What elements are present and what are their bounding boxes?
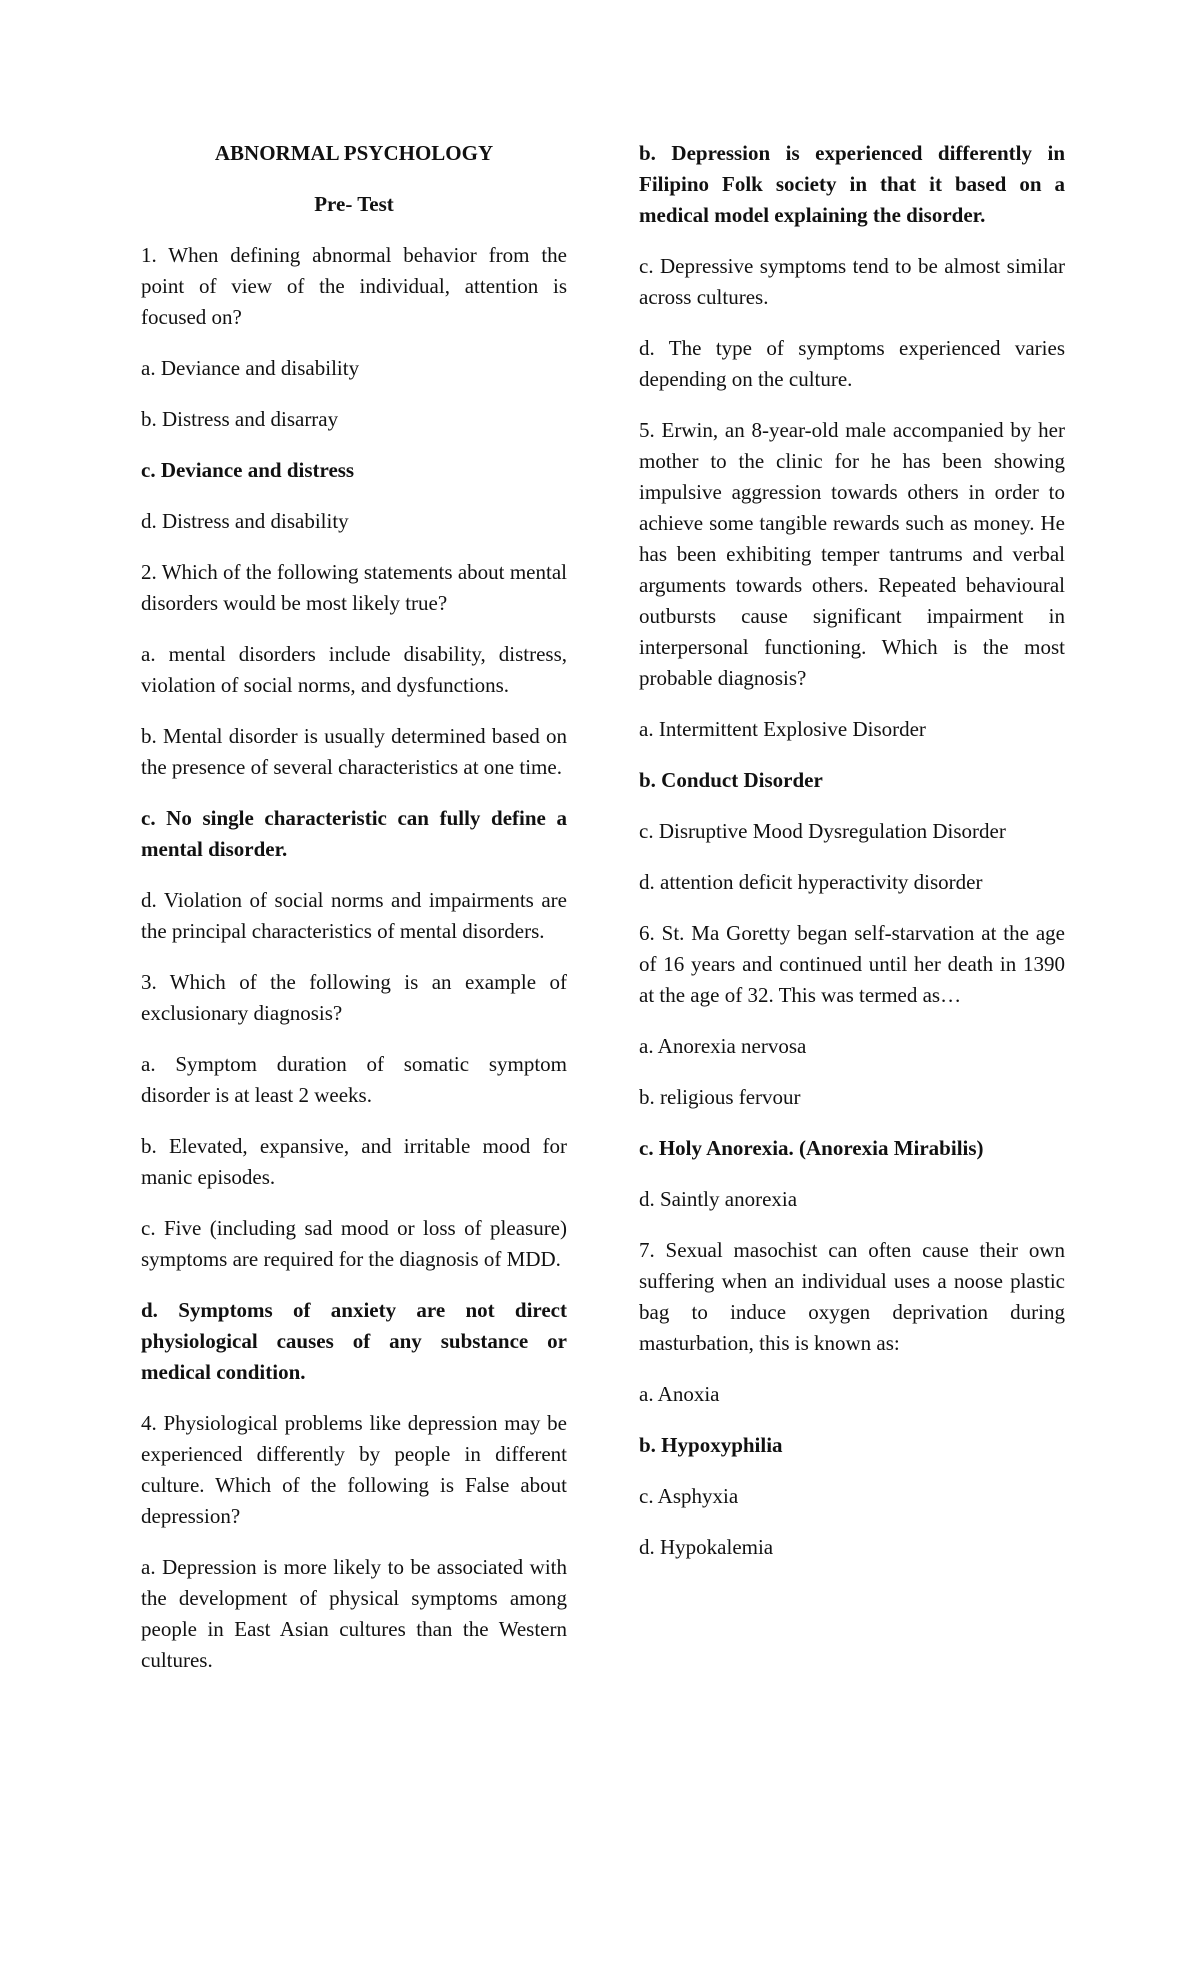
option-3a: a. Symptom duration of somatic symptom disorder is at least 2 weeks. [141,1052,567,1107]
question-4: 4. Physiological problems like depression may be experienced differently by people in different culture. Which of the following is False about depression? [141,1411,567,1528]
option-7b-correct: b. Hypoxyphilia [639,1433,783,1457]
option-1c-correct: c. Deviance and distress [141,458,355,482]
option-1a: a. Deviance and disability [141,356,360,380]
option-3b: b. Elevated, expansive, and irritable mood for manic episodes. [141,1134,567,1189]
question-6: 6. St. Ma Goretty began self-starvation at the age of 16 years and continued until her death in 1390 at the age of 32. This was termed as… [639,921,1065,1007]
question-7: 7. Sexual masochist can often cause their own suffering when an individual uses a noose plastic bag to induce oxygen deprivation during masturbation, this is known as: [639,1238,1065,1355]
option-1b: b. Distress and disarray [141,407,339,431]
option-1d: d. Distress and disability [141,509,349,533]
option-6d: d. Saintly anorexia [639,1187,798,1211]
option-3d-correct: d. Symptoms of anxiety are not direct physiological causes of any substance or medical condition. [141,1298,567,1384]
right-column [639,138,1065,1583]
option-3c: c. Five (including sad mood or loss of pleasure) symptoms are required for the diagnosis of MDD. [141,1216,567,1271]
option-5d: d. attention deficit hyperactivity disorder [639,870,983,894]
document-subtitle: Pre- Test [314,192,394,216]
option-7d: d. Hypokalemia [639,1535,774,1559]
option-4d: d. The type of symptoms experienced varies depending on the culture. [639,336,1065,391]
option-4c: c. Depressive symptoms tend to be almost similar across cultures. [639,254,1065,309]
option-2b: b. Mental disorder is usually determined based on the presence of several characteristics at one time. [141,724,567,779]
question-1: 1. When defining abnormal behavior from the point of view of the individual, attention is focused on? [141,243,567,329]
document-title: ABNORMAL PSYCHOLOGY [214,141,494,165]
question-5: 5. Erwin, an 8-year-old male accompanied by her mother to the clinic for he has been showing impulsive aggression towards others in order to achieve some tangible rewards such as money. He has been exhibiting temper tantrums and verbal arguments towards others. Repeated behavioural outbursts cause significant impairment in interpersonal functioning. Which is the most probable diagnosis? [639,418,1065,690]
option-6b: b. religious fervour [639,1085,801,1109]
option-6c-correct: c. Holy Anorexia. (Anorexia Mirabilis) [639,1136,984,1160]
left-column [141,138,567,1696]
option-4a: a. Depression is more likely to be associated with the development of physical symptoms among people in East Asian cultures than the Western cultures. [141,1555,567,1672]
question-3: 3. Which of the following is an example of exclusionary diagnosis? [141,970,567,1025]
question-2: 2. Which of the following statements about mental disorders would be most likely true? [141,560,567,615]
option-2c-correct: c. No single characteristic can fully define a mental disorder. [141,806,567,861]
option-5a: a. Intermittent Explosive Disorder [639,717,926,741]
option-7c: c. Asphyxia [639,1484,739,1508]
option-2a: a. mental disorders include disability, distress, violation of social norms, and dysfunctions. [141,642,567,697]
option-5b-correct: b. Conduct Disorder [639,768,823,792]
option-6a: a. Anorexia nervosa [639,1034,807,1058]
option-2d: d. Violation of social norms and impairments are the principal characteristics of mental disorders. [141,888,567,943]
option-7a: a. Anoxia [639,1382,720,1406]
option-4b-correct: b. Depression is experienced differently in Filipino Folk society in that it based on a medical model explaining the disorder. [639,141,1065,227]
option-5c: c. Disruptive Mood Dysregulation Disorder [639,819,1006,843]
